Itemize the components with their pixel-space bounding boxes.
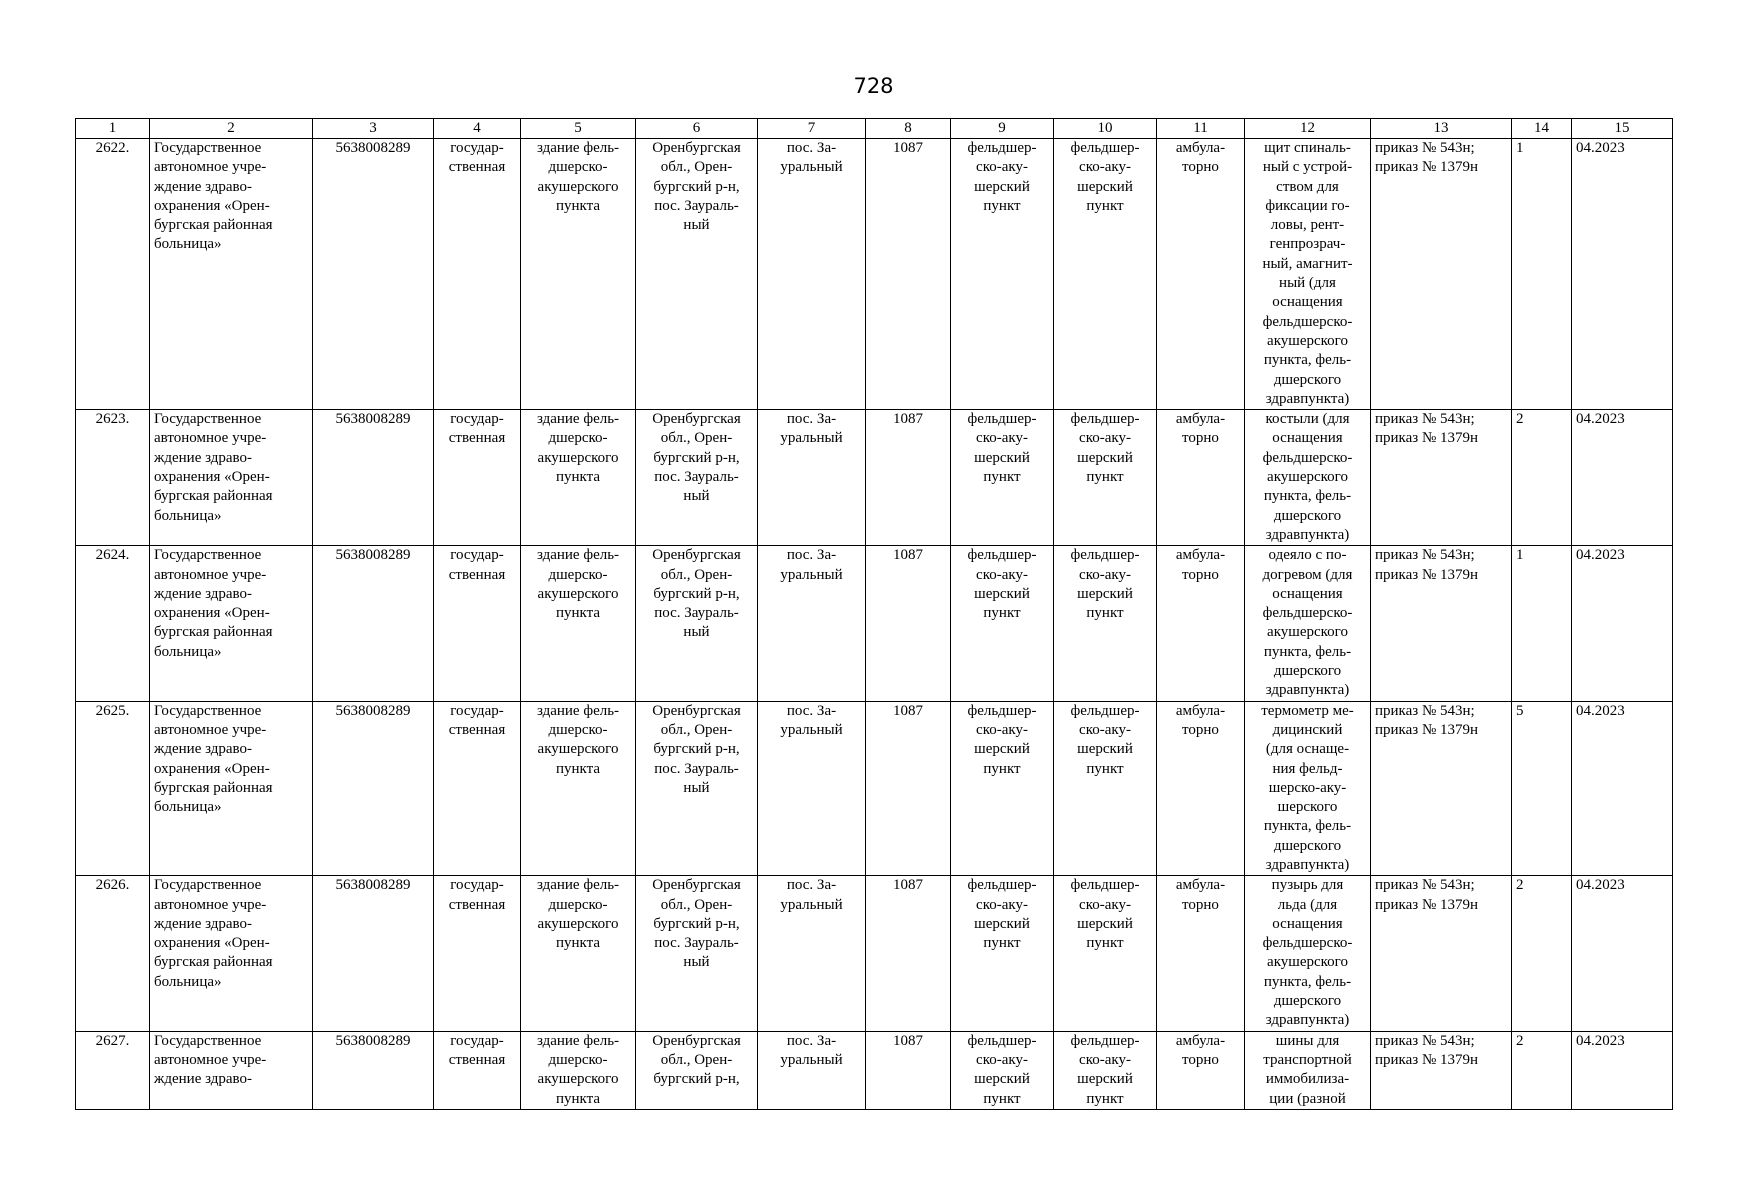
- facility-type-cell: фельдшер- ско-аку- шерский пункт: [951, 546, 1054, 701]
- order-cell: приказ № 543н; приказ № 1379н: [1371, 701, 1512, 876]
- ownership-cell: государ- ственная: [434, 701, 521, 876]
- care-type-cell: амбула- торно: [1157, 876, 1245, 1031]
- column-header: 6: [636, 119, 758, 139]
- care-type-cell: амбула- торно: [1157, 139, 1245, 410]
- equipment-cell: костыли (для оснащения фельдшерско- акушерского пункта, фель- дшерского здравпункта): [1245, 410, 1371, 546]
- subdivision-cell: фельдшер- ско-аку- шерский пункт: [1054, 1031, 1157, 1109]
- column-header: 5: [521, 119, 636, 139]
- settlement-cell: пос. За- уральный: [758, 410, 866, 546]
- subdivision-cell: фельдшер- ско-аку- шерский пункт: [1054, 410, 1157, 546]
- column-header: 15: [1572, 119, 1673, 139]
- settlement-cell: пос. За- уральный: [758, 876, 866, 1031]
- ownership-cell: государ- ственная: [434, 1031, 521, 1109]
- column-header: 2: [150, 119, 313, 139]
- column-header: 1: [76, 119, 150, 139]
- building-cell: здание фель- дшерско- акушерского пункта: [521, 546, 636, 701]
- row-number: 2624.: [76, 546, 150, 701]
- quantity-cell: 2: [1512, 410, 1572, 546]
- care-type-cell: амбула- торно: [1157, 410, 1245, 546]
- quantity-cell: 1: [1512, 546, 1572, 701]
- address-cell: Оренбургская обл., Орен- бургский р-н, пос. Заураль- ный: [636, 410, 758, 546]
- quantity-cell: 1: [1512, 139, 1572, 410]
- column-header: 12: [1245, 119, 1371, 139]
- inn-cell: 5638008289: [313, 139, 434, 410]
- organization-name: Государственное автономное учре- ждение здраво- охранения «Орен- бургская районная больница»: [150, 546, 313, 701]
- address-cell: Оренбургская обл., Орен- бургский р-н, пос. Заураль- ный: [636, 876, 758, 1031]
- column-header: 13: [1371, 119, 1512, 139]
- quantity-cell: 2: [1512, 1031, 1572, 1109]
- column-header: 8: [866, 119, 951, 139]
- column-header: 7: [758, 119, 866, 139]
- column-number-row: [76, 119, 1673, 139]
- order-cell: приказ № 543н; приказ № 1379н: [1371, 139, 1512, 410]
- organization-name: Государственное автономное учре- ждение здраво- охранения «Орен- бургская районная больница»: [150, 139, 313, 410]
- population-cell: 1087: [866, 1031, 951, 1109]
- order-cell: приказ № 543н; приказ № 1379н: [1371, 1031, 1512, 1109]
- table-row: [76, 410, 1673, 546]
- facility-type-cell: фельдшер- ско-аку- шерский пункт: [951, 1031, 1054, 1109]
- settlement-cell: пос. За- уральный: [758, 1031, 866, 1109]
- row-number: 2626.: [76, 876, 150, 1031]
- row-number: 2625.: [76, 701, 150, 876]
- population-cell: 1087: [866, 876, 951, 1031]
- column-header: 11: [1157, 119, 1245, 139]
- address-cell: Оренбургская обл., Орен- бургский р-н, пос. Заураль- ный: [636, 546, 758, 701]
- column-header: 3: [313, 119, 434, 139]
- equipment-cell: термометр ме- дицинский (для оснаще- ния фельд- шерско-аку- шерского пункта, фель- дшерского здравпункта): [1245, 701, 1371, 876]
- organization-name: Государственное автономное учре- ждение здраво-: [150, 1031, 313, 1109]
- order-cell: приказ № 543н; приказ № 1379н: [1371, 546, 1512, 701]
- organization-name: Государственное автономное учре- ждение здраво- охранения «Орен- бургская районная больница»: [150, 701, 313, 876]
- organization-name: Государственное автономное учре- ждение здраво- охранения «Орен- бургская районная больница»: [150, 410, 313, 546]
- subdivision-cell: фельдшер- ско-аку- шерский пункт: [1054, 139, 1157, 410]
- settlement-cell: пос. За- уральный: [758, 546, 866, 701]
- table-row: [76, 876, 1673, 1031]
- date-cell: 04.2023: [1572, 876, 1673, 1031]
- building-cell: здание фель- дшерско- акушерского пункта: [521, 876, 636, 1031]
- quantity-cell: 5: [1512, 701, 1572, 876]
- table-row: [76, 139, 1673, 410]
- date-cell: 04.2023: [1572, 546, 1673, 701]
- table-row: [76, 1031, 1673, 1109]
- table-row: [76, 546, 1673, 701]
- settlement-cell: пос. За- уральный: [758, 701, 866, 876]
- address-cell: Оренбургская обл., Орен- бургский р-н, пос. Заураль- ный: [636, 139, 758, 410]
- building-cell: здание фель- дшерско- акушерского пункта: [521, 1031, 636, 1109]
- inn-cell: 5638008289: [313, 546, 434, 701]
- page-number: 728: [853, 74, 894, 98]
- building-cell: здание фель- дшерско- акушерского пункта: [521, 139, 636, 410]
- ownership-cell: государ- ственная: [434, 410, 521, 546]
- row-number: 2627.: [76, 1031, 150, 1109]
- settlement-cell: пос. За- уральный: [758, 139, 866, 410]
- care-type-cell: амбула- торно: [1157, 701, 1245, 876]
- equipment-cell: пузырь для льда (для оснащения фельдшерско- акушерского пункта, фель- дшерского здравпункта): [1245, 876, 1371, 1031]
- subdivision-cell: фельдшер- ско-аку- шерский пункт: [1054, 701, 1157, 876]
- ownership-cell: государ- ственная: [434, 876, 521, 1031]
- address-cell: Оренбургская обл., Орен- бургский р-н,: [636, 1031, 758, 1109]
- facility-type-cell: фельдшер- ско-аку- шерский пункт: [951, 701, 1054, 876]
- facility-type-cell: фельдшер- ско-аку- шерский пункт: [951, 139, 1054, 410]
- date-cell: 04.2023: [1572, 410, 1673, 546]
- care-type-cell: амбула- торно: [1157, 546, 1245, 701]
- population-cell: 1087: [866, 701, 951, 876]
- order-cell: приказ № 543н; приказ № 1379н: [1371, 876, 1512, 1031]
- inn-cell: 5638008289: [313, 701, 434, 876]
- equipment-cell: щит спиналь- ный с устрой- ством для фиксации го- ловы, рент- генпрозрач- ный, амагнит- ный (для оснащения фельдшерско- акушерского пункта, фель- дшерского здравпункта): [1245, 139, 1371, 410]
- building-cell: здание фель- дшерско- акушерского пункта: [521, 701, 636, 876]
- facility-type-cell: фельдшер- ско-аку- шерский пункт: [951, 876, 1054, 1031]
- population-cell: 1087: [866, 410, 951, 546]
- column-header: 9: [951, 119, 1054, 139]
- date-cell: 04.2023: [1572, 139, 1673, 410]
- care-type-cell: амбула- торно: [1157, 1031, 1245, 1109]
- register-table: [75, 118, 1673, 1110]
- population-cell: 1087: [866, 139, 951, 410]
- order-cell: приказ № 543н; приказ № 1379н: [1371, 410, 1512, 546]
- ownership-cell: государ- ственная: [434, 139, 521, 410]
- organization-name: Государственное автономное учре- ждение здраво- охранения «Орен- бургская районная больница»: [150, 876, 313, 1031]
- column-header: 4: [434, 119, 521, 139]
- subdivision-cell: фельдшер- ско-аку- шерский пункт: [1054, 546, 1157, 701]
- equipment-cell: одеяло с по- догревом (для оснащения фельдшерско- акушерского пункта, фель- дшерского здравпункта): [1245, 546, 1371, 701]
- inn-cell: 5638008289: [313, 410, 434, 546]
- quantity-cell: 2: [1512, 876, 1572, 1031]
- column-header: 14: [1512, 119, 1572, 139]
- table-row: [76, 701, 1673, 876]
- facility-type-cell: фельдшер- ско-аку- шерский пункт: [951, 410, 1054, 546]
- date-cell: 04.2023: [1572, 1031, 1673, 1109]
- date-cell: 04.2023: [1572, 701, 1673, 876]
- equipment-cell: шины для транспортной иммобилиза- ции (разной: [1245, 1031, 1371, 1109]
- population-cell: 1087: [866, 546, 951, 701]
- ownership-cell: государ- ственная: [434, 546, 521, 701]
- inn-cell: 5638008289: [313, 1031, 434, 1109]
- inn-cell: 5638008289: [313, 876, 434, 1031]
- building-cell: здание фель- дшерско- акушерского пункта: [521, 410, 636, 546]
- row-number: 2623.: [76, 410, 150, 546]
- subdivision-cell: фельдшер- ско-аку- шерский пункт: [1054, 876, 1157, 1031]
- address-cell: Оренбургская обл., Орен- бургский р-н, пос. Заураль- ный: [636, 701, 758, 876]
- column-header: 10: [1054, 119, 1157, 139]
- row-number: 2622.: [76, 139, 150, 410]
